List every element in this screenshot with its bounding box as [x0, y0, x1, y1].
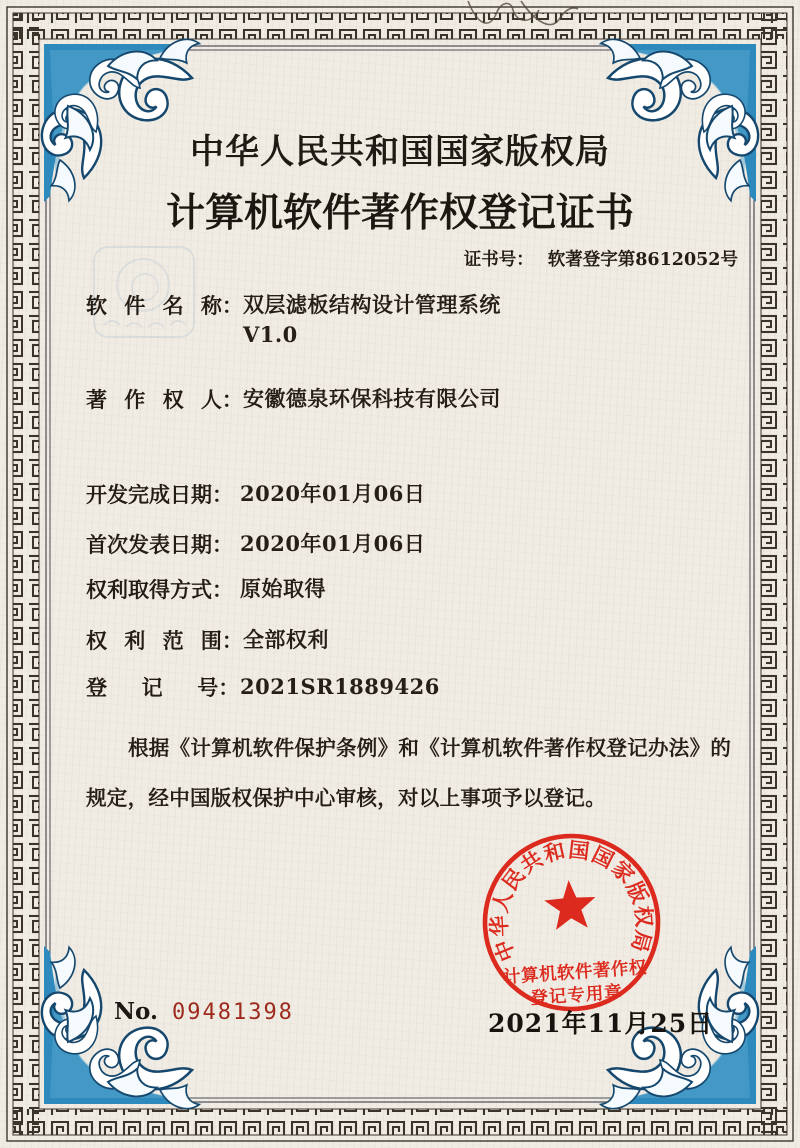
- certificate-number-line: [464, 246, 738, 271]
- seal-arc-text: 中华人民共和国国家版权局: [486, 836, 658, 966]
- seal-text-line2: 登记专用章: [529, 982, 624, 1010]
- field-row-acquire-method: [86, 574, 326, 604]
- official-red-seal: [479, 830, 665, 1016]
- certificate-title: 计算机软件著作权登记证书: [165, 190, 634, 236]
- field-row-rights-scope: [86, 625, 329, 655]
- seal-star: [543, 878, 598, 930]
- field-value: 2020年01月06日: [240, 531, 426, 556]
- serial-label: No.: [114, 998, 158, 1025]
- field-value: [243, 290, 501, 351]
- field-label: 著 作 权 人：: [86, 387, 243, 412]
- software-version: V1.0: [242, 322, 298, 348]
- serial-number: 09481398: [171, 1000, 294, 1025]
- field-value: 2020年01月06日: [240, 481, 426, 506]
- field-label: 开发完成日期：: [86, 482, 233, 507]
- field-value: 安徽德泉环保科技有限公司: [242, 386, 501, 411]
- field-label: 权 利 范 围：: [86, 628, 243, 653]
- issue-date: 2021年11月25日: [488, 1009, 714, 1038]
- meander-band-bottom: [13, 1109, 787, 1135]
- corner-flourish-top-left: [34, 38, 202, 202]
- software-name: 双层滤板结构设计管理系统: [242, 292, 501, 317]
- certificate-number-value: 软著登字第8612052号: [547, 250, 738, 270]
- field-label: 登 记 号：: [86, 675, 240, 700]
- field-row-registration-number: [86, 672, 440, 702]
- field-row-first-publish-date: [86, 529, 425, 559]
- field-label: 权利取得方式：: [86, 577, 233, 602]
- statement-line-1: 根据《计算机软件保护条例》和《计算机软件著作权登记办法》的: [128, 736, 732, 760]
- qr-code: [150, 910, 218, 978]
- issuing-authority-title: 中华人民共和国国家版权局: [190, 132, 610, 172]
- field-label: 软 件 名 称：: [86, 293, 243, 318]
- serial-number-line: [114, 998, 294, 1025]
- seal-text-line1: 计算机软件著作权: [502, 957, 648, 988]
- field-row-software-name: [86, 290, 501, 351]
- certificate-number-label: 证书号：: [463, 250, 534, 270]
- field-row-dev-complete-date: [86, 479, 425, 509]
- field-value: 原始取得: [240, 576, 326, 601]
- barcode: [143, 837, 269, 887]
- field-row-copyright-owner: [86, 384, 501, 414]
- field-label: 首次发表日期：: [86, 532, 233, 557]
- field-value: 全部权利: [242, 627, 329, 652]
- corner-flourish-top-right: [598, 38, 766, 202]
- registration-number: 2021SR1889426: [240, 674, 440, 699]
- statement-line-2: 规定，经中国版权保护中心审核，对以上事项予以登记。: [86, 786, 606, 810]
- meander-band-top: [13, 13, 787, 39]
